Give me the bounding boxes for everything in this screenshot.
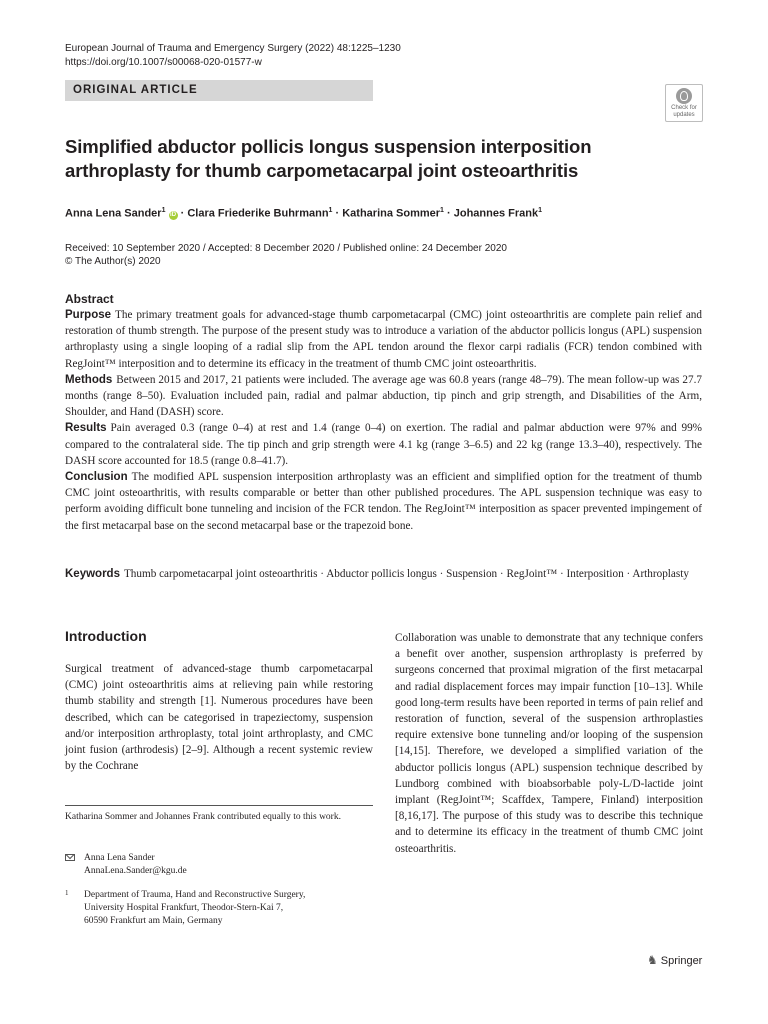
- doi-link[interactable]: https://doi.org/10.1007/s00068-020-01577-w: [65, 57, 262, 68]
- purpose-text: The primary treatment goals for advanced-stage thumb carpometacarpal (CMC) joint osteoarthritis are complete pain relief and restoration of thumb strength. The purpose of the present study was to introduce a variation of the abductor pollicis longus (APL) suspension arthroplasty using a single looping of a radial slip from the APL tendon around the flexor carpi radialis (FCR) tendon combined with RegJoint™ interposition and to determine its efficacy in the treatment of thumb CMC joint osteoarthritis.: [65, 309, 702, 370]
- abstract-methods: [65, 372, 702, 421]
- author-name: Clara Friederike Buhrmann: [187, 207, 329, 220]
- author-affiliation: 1: [328, 207, 333, 214]
- check-for-updates-badge[interactable]: [665, 84, 703, 122]
- affiliation-line: Department of Trauma, Hand and Reconstructive Surgery,: [84, 890, 306, 900]
- journal-citation: European Journal of Trauma and Emergency Surgery (2022) 48:1225–1230: [65, 43, 401, 54]
- affiliation-line: University Hospital Frankfurt, Theodor-Stern-Kai 7,: [84, 903, 284, 913]
- author-name: Anna Lena Sander: [65, 207, 162, 220]
- conclusion-text: The modified APL suspension interposition arthroplasty was an efficient and simplified option for the treatment of thumb CMC joint osteoarthritis, with results comparable or better than other published procedures. The APL suspension technique was easy to perform avoiding difficult bone tunneling and incision of the FCR tendon. The RegJoint™ interposition as spacer prevented impingement of the first metacarpal base on the second metacarpal base or the trapezoid bone.: [65, 471, 702, 532]
- introduction-heading: Introduction: [65, 628, 147, 644]
- results-text: Pain averaged 0.3 (range 0–4) at rest and 1.4 (range 0–4) on exertion. The radial and palmar abduction were 97% and 99% compared to the contralateral side. The tip pinch and grip strength were 4.1 kg (range 3–6.5) and 22 kg (range 13.3–40), respectively. The DASH score accounted for 18.5 (range 0.8–41.7).: [65, 422, 702, 467]
- affiliation-footnote: [65, 889, 373, 928]
- corresponding-name: Anna Lena Sander: [84, 853, 155, 863]
- introduction-left-column: Surgical treatment of advanced-stage thumb carpometacarpal (CMC) joint osteoarthritis aims at relieving pain while restoring thumb stability and strength [1]. Numerous procedures have been described, which can be categorised in trapeziectomy, suspension and/or interposition arthroplasty, total joint arthroplasty, and CMC joint fusion (arthrodesis) [2–9]. Although a recent systemic review by the Cochrane: [65, 663, 373, 773]
- keywords-section: [65, 566, 702, 582]
- conclusion-label: Conclusion: [65, 471, 128, 484]
- affiliation-number: 1: [65, 889, 69, 897]
- author-affiliation: 1: [161, 207, 166, 214]
- abstract-results: [65, 420, 702, 469]
- journal-header: [65, 42, 401, 70]
- copyright-line: © The Author(s) 2020: [65, 256, 161, 267]
- author-name: Katharina Sommer: [342, 207, 441, 220]
- article-type-banner: ORIGINAL ARTICLE: [65, 80, 373, 101]
- orcid-icon[interactable]: iD: [170, 211, 177, 218]
- keywords-text: Thumb carpometacarpal joint osteoarthritis · Abductor pollicis longus · Suspension · RegJoint™ · Interposition · Arthroplasty: [123, 568, 689, 580]
- envelope-icon: [65, 854, 75, 861]
- contribution-footnote: Katharina Sommer and Johannes Frank contributed equally to this work.: [65, 812, 341, 822]
- affiliation-line: 60590 Frankfurt am Main, Germany: [84, 916, 223, 926]
- keywords-label: Keywords: [65, 568, 120, 580]
- author-affiliation: 1: [440, 207, 444, 214]
- introduction-right-column: Collaboration was unable to demonstrate that any technique confers a benefit over another, suspension arthroplasty is preferred by surgeons concerned that proximal migration of the first metacarpal and radial displacement forces may impair function [10–13]. While good long-term results have been reported in terms of pain relief and restoration of function, several of the suspension arthroplasties require extensive bone tunneling and/or looping of the suspension [14,15]. Therefore, we developed a simplified variation of the abductor pollicis longus (APL) suspension technique described by Lundborg combined with bioabsorbable poly-L/D-lactide joint implant (RegJoint™; Scaffdex, Tampere, Finland) interposition [8,16,17]. The purpose of this study was to describe this technique and to determine its efficacy in the treatment of thumb CMC joint osteoarthritis.: [395, 632, 703, 855]
- footnote-divider: [65, 805, 373, 806]
- springer-horse-icon: ♞: [647, 953, 658, 967]
- corresponding-email[interactable]: AnnaLena.Sander@kgu.de: [84, 866, 187, 876]
- corresponding-author-footnote: [65, 852, 373, 878]
- abstract-section: [65, 291, 702, 534]
- abstract-heading: Abstract: [65, 292, 114, 306]
- abstract-purpose: [65, 307, 702, 372]
- dates-history: Received: 10 September 2020 / Accepted: 8 December 2020 / Published online: 24 December 2020: [65, 243, 507, 254]
- publisher-logo: [647, 953, 702, 968]
- bookmark-icon: [676, 88, 692, 104]
- check-updates-label: Check for updates: [671, 105, 697, 118]
- abstract-conclusion: [65, 469, 702, 534]
- methods-text: Between 2015 and 2017, 21 patients were included. The average age was 60.8 years (range 48–79). The mean follow-up was 27.7 months (range 8–50). Evaluation included pain, radial and palmar abduction, tip pinch and grip strength, and Disabilities of the Arm, Shoulder, and Hand (DASH) score.: [65, 373, 702, 419]
- author-affiliation: 1: [538, 207, 542, 214]
- article-title: Simplified abductor pollicis longus suspension interposition arthroplasty for thumb carpometacarpal joint osteoarthritis: [65, 136, 592, 181]
- purpose-label: Purpose: [65, 309, 112, 321]
- results-label: Results: [65, 422, 107, 435]
- publisher-name: Springer: [660, 955, 703, 967]
- methods-label: Methods: [65, 373, 113, 386]
- publication-dates: [65, 242, 507, 268]
- author-list: Anna Lena Sander$^1$ iD · Clara Friederike Buhrmann$^1$ · Katharina Sommer$^1$ · Johannes Frank$^1$: [65, 207, 542, 220]
- author-name: Johannes Frank: [453, 207, 539, 220]
